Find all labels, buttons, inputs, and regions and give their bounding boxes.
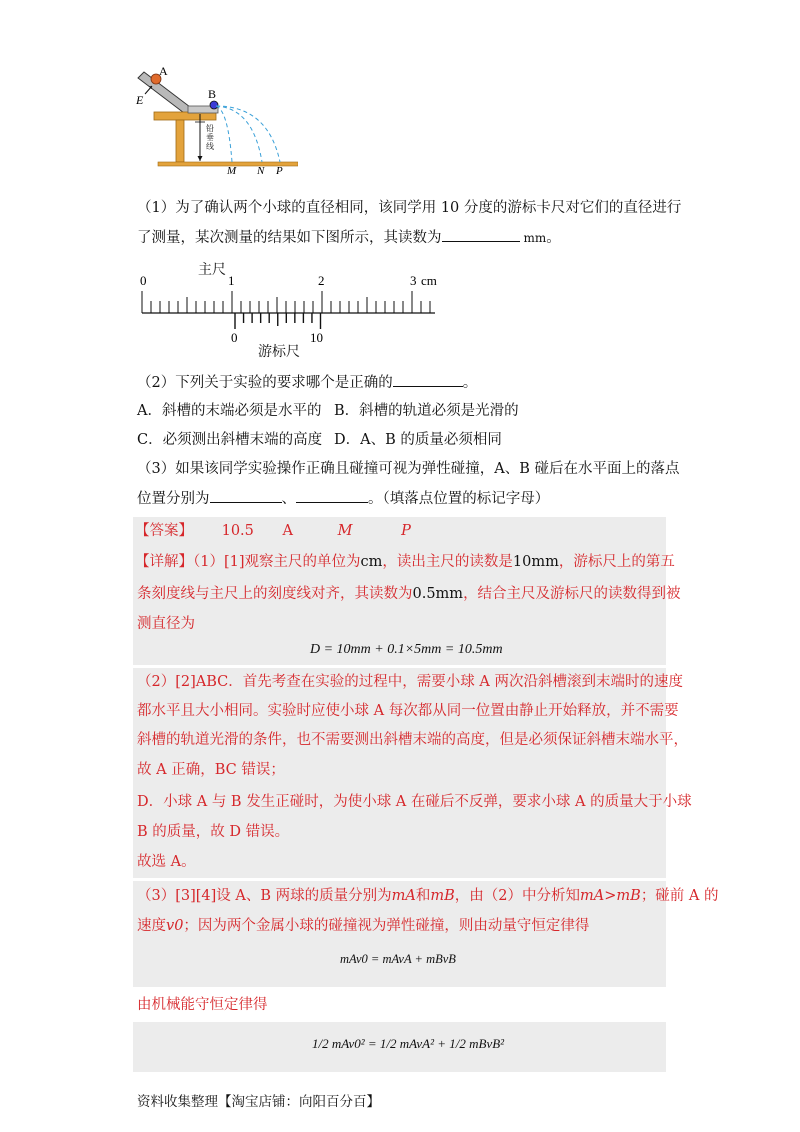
- detail-p2-line4: 故 A 正确，BC 错误；: [137, 762, 285, 778]
- detail-p1-line1: 【详解】（1）[1]观察主尺的单位为cm，读出主尺的读数是10mm，游标尺上的第五: [135, 554, 675, 570]
- trajectory-p: [216, 106, 280, 162]
- q2-option-d: D．A、B 的质量必须相同: [334, 432, 502, 448]
- experiment-diagram: [128, 62, 298, 174]
- plumb-line-label: 铅垂线: [206, 124, 214, 151]
- main-scale-label: 主尺: [198, 262, 226, 278]
- label-a: A: [159, 64, 168, 78]
- main-scale-ticks: [142, 291, 430, 313]
- formula-energy: 1/2 mAv0² = 1/2 mAvA² + 1/2 mBvB²: [312, 1036, 505, 1051]
- q2-option-a: A．斜槽的末端必须是水平的: [137, 403, 322, 419]
- vernier-scale-label: 游标尺: [258, 344, 300, 360]
- q3-blank-2[interactable]: [296, 488, 368, 503]
- detail-p2-line7: 故选 A。: [137, 854, 196, 870]
- trajectory-n: [216, 106, 262, 162]
- formula-diameter: D = 10mm + 0.1×5mm = 10.5mm: [310, 642, 503, 657]
- q2-option-c: C．必须测出斜槽末端的高度: [137, 432, 323, 448]
- detail-p2-line1: （2）[2]ABC．首先考查在实验的过程中，需要小球 A 两次沿斜槽滚到末端时的速度: [137, 674, 683, 690]
- q1-line1: （1）为了确认两个小球的直径相同，该同学用 10 分度的游标卡尺对它们的直径进行: [137, 200, 682, 216]
- main-number-2: 2: [318, 273, 325, 288]
- label-e: E: [136, 93, 144, 107]
- label-n: N: [257, 165, 265, 174]
- detail-p1-line2: 条刻度线与主尺上的刻度线对齐，其读数为0.5mm，结合主尺及游标尺的读数得到被: [137, 586, 681, 602]
- q2-answer-blank[interactable]: [393, 372, 463, 387]
- vernier-number-0: 0: [231, 330, 238, 345]
- footer-text: 资料收集整理【淘宝店铺：向阳百分百】: [137, 1094, 380, 1110]
- main-unit: cm: [421, 273, 437, 288]
- table-leg: [176, 120, 184, 162]
- q3-line1: （3）如果该同学实验操作正确且碰撞可视为弹性碰撞，A、B 碰后在水平面上的落点: [137, 461, 680, 477]
- answer-line: 【答案】 10.5 A M P: [135, 523, 411, 539]
- label-p: P: [276, 165, 283, 174]
- main-number-0: 0: [140, 273, 147, 288]
- ball-b: [210, 101, 218, 109]
- q3-line2: 位置分别为 、 。（填落点位置的标记字母）: [137, 488, 549, 509]
- q3-blank-1[interactable]: [210, 488, 282, 503]
- q2-stem: （2）下列关于实验的要求哪个是正确的 。: [137, 372, 477, 393]
- vernier-ticks: [235, 313, 321, 329]
- detail-p1-line3: 测直径为: [137, 616, 195, 632]
- label-b: B: [208, 87, 217, 101]
- label-m: M: [227, 165, 237, 174]
- formula-momentum: mAv0 = mAvA + mBvB: [340, 952, 456, 966]
- answer-tag: 【答案】: [135, 523, 193, 539]
- main-number-1: 1: [228, 273, 235, 288]
- detail-p2-line5: D．小球 A 与 B 发生正碰时，为使小球 A 在碰后不反弹，要求小球 A 的质量大于小球: [137, 794, 692, 810]
- q1-line2: 了测量，某次测量的结果如下图所示，其读数为 mm。: [137, 227, 561, 248]
- detail-p3-line1: （3）[3][4]设 A、B 两球的质量分别为mA和mB，由（2）中分析知mA>mB；碰前 A 的: [137, 888, 719, 904]
- trajectory-m: [216, 106, 232, 162]
- incline-track: [138, 72, 194, 116]
- detail-p4: 由机械能守恒定律得: [137, 997, 268, 1013]
- detail-p2-line6: B 的质量，故 D 错误。: [137, 824, 290, 840]
- main-number-3: 3: [410, 273, 417, 288]
- vernier-number-10: 10: [310, 330, 323, 345]
- detail-p2-line2: 都水平且大小相同。实验时应使小球 A 每次都从同一位置由静止开始释放，并不需要: [137, 703, 679, 719]
- q2-option-b: B．斜槽的轨道必须是光滑的: [334, 403, 519, 419]
- detail-p2-line3: 斜槽的轨道光滑的条件，也不需要测出斜槽末端的高度，但是必须保证斜槽末端水平，: [137, 732, 688, 748]
- q1-answer-blank[interactable]: [442, 227, 520, 242]
- detail-p3-line2: 速度v0；因为两个金属小球的碰撞视为弹性碰撞，则由动量守恒定律得: [137, 918, 590, 934]
